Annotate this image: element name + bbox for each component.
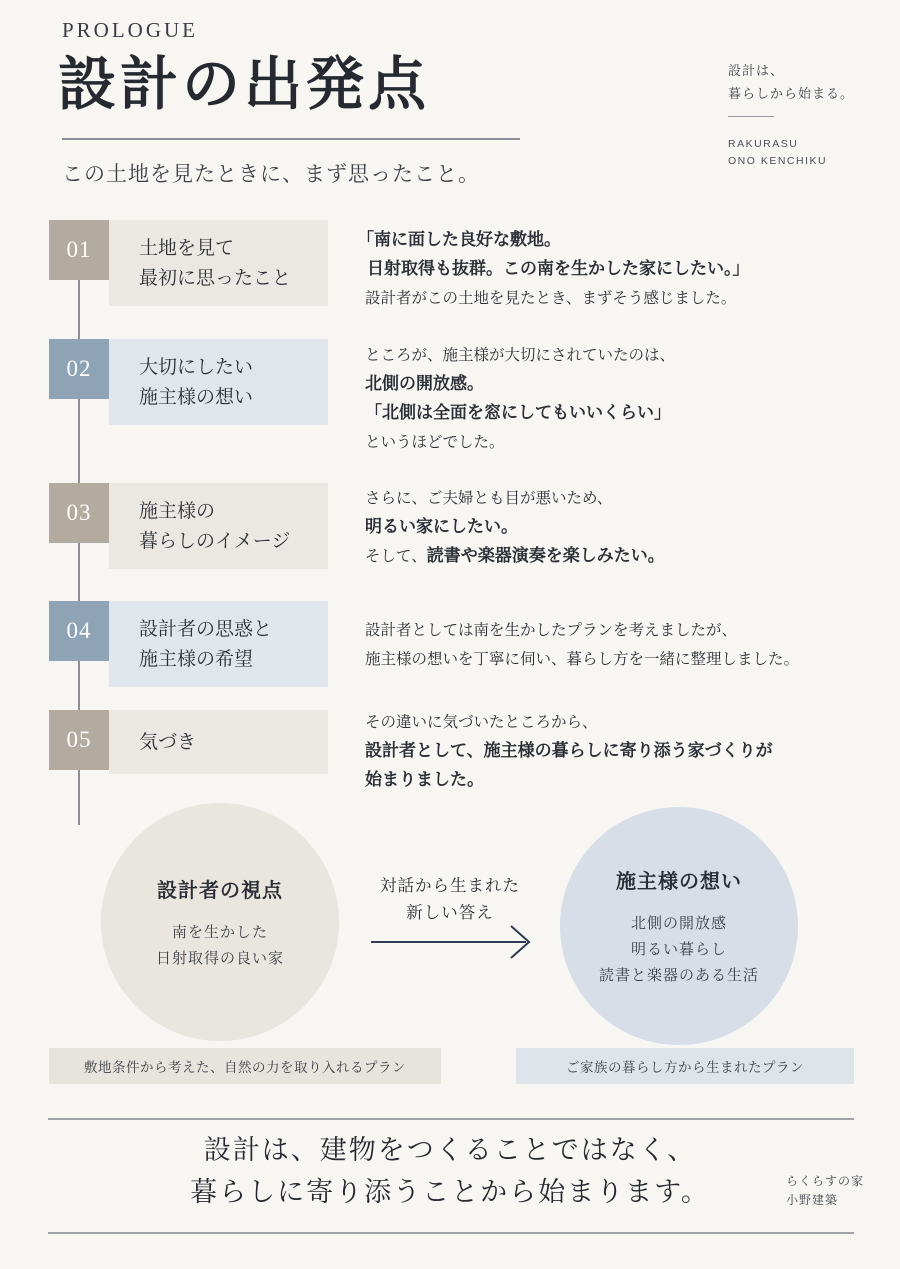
- circle-title: 設計者の視点: [157, 877, 283, 902]
- step-label-line: 気づき: [139, 731, 197, 753]
- closing-bottom-divider: [48, 1232, 854, 1234]
- desc-line: 設計者としては南を生かしたプランを考えましたが、: [365, 621, 738, 639]
- circle-line: 日射取得の良い家: [155, 948, 284, 967]
- desc-line: その違いに気づいたところから、: [365, 713, 598, 731]
- step-label-line: 施主様の: [139, 500, 216, 522]
- circle-line: 北側の開放感: [630, 913, 727, 932]
- step-description: [365, 616, 799, 674]
- step-description: [365, 708, 773, 795]
- step-label: [109, 483, 328, 569]
- arrow-label: [362, 872, 538, 926]
- page-subtitle: この土地を見たときに、まず思ったこと。: [62, 162, 480, 186]
- step-label-line: 設計者の思惑と: [139, 618, 273, 640]
- circle-title: 施主様の想い: [616, 868, 742, 893]
- desc-line: 「南に面した良好な敷地。: [357, 230, 561, 250]
- desc-line: 設計者として、施主様の暮らしに寄り添う家づくりが: [365, 741, 773, 761]
- desc-text: そして、: [365, 547, 427, 565]
- closing-line: 暮らしに寄り添うことから始まります。: [190, 1177, 710, 1208]
- step-number: 03: [49, 483, 109, 543]
- step-description: [357, 226, 750, 313]
- step-description: [365, 484, 665, 571]
- motto: [728, 60, 854, 106]
- prologue-label: PROLOGUE: [62, 18, 199, 42]
- arrow-label-line: 対話から生まれた: [380, 876, 520, 895]
- step-label: [109, 601, 328, 687]
- circle-line: 明るい暮らし: [630, 939, 727, 958]
- signature: [786, 1172, 864, 1210]
- page-title: 設計の出発点: [58, 50, 431, 118]
- client-plan-bar: ご家族の暮らし方から生まれたプラン: [516, 1048, 854, 1084]
- step-label: [109, 710, 328, 774]
- closing-top-divider: [48, 1118, 854, 1120]
- arrow-right-icon: [368, 920, 538, 966]
- step-label-line: 最初に思ったこと: [139, 267, 292, 289]
- brand-line: RAKURASU: [728, 138, 799, 150]
- client-wish-circle: [560, 807, 798, 1045]
- desc-line: というほどでした。: [365, 433, 505, 451]
- step-label-line: 施主様の希望: [139, 648, 254, 670]
- step-number: 02: [49, 339, 109, 399]
- designer-plan-bar: 敷地条件から考えた、自然の力を取り入れるプラン: [49, 1048, 441, 1084]
- closing-line: 設計は、建物をつくることではなく、: [203, 1135, 697, 1166]
- brand-name: [728, 136, 827, 170]
- desc-line: 北側の開放感。: [365, 374, 484, 394]
- motto-line: 設計は、: [728, 64, 785, 79]
- desc-line: 日射取得も抜群。この南を生かした家にしたい。」: [367, 259, 750, 279]
- step-number: 05: [49, 710, 109, 770]
- desc-line: 始まりました。: [365, 770, 484, 790]
- desc-line: 設計者がこの土地を見たとき、まずそう感じました。: [365, 289, 737, 307]
- circle-line: 南を生かした: [171, 922, 268, 941]
- motto-line: 暮らしから始まる。: [728, 87, 855, 102]
- brand-line: ONO KENCHIKU: [728, 155, 828, 167]
- desc-line: ところが、施主様が大切にされていたのは、: [365, 346, 676, 364]
- closing-message: [130, 1130, 770, 1214]
- signature-line: 小野建築: [786, 1193, 839, 1207]
- desc-text: 読書や楽器演奏を楽しみたい。: [426, 546, 665, 566]
- step-label-line: 施主様の想い: [139, 386, 254, 408]
- desc-line: 明るい家にしたい。: [365, 517, 518, 537]
- desc-line: 施主様の想いを丁寧に伺い、暮らし方を一緒に整理しました。: [365, 650, 800, 668]
- desc-line: [365, 542, 665, 571]
- arrow-label-line: 新しい答え: [406, 903, 494, 922]
- step-label: [109, 339, 328, 425]
- step-label-line: 暮らしのイメージ: [139, 530, 291, 552]
- step-description: [365, 341, 675, 457]
- step-number: 01: [49, 220, 109, 280]
- designer-view-circle: [101, 803, 339, 1041]
- step-label: [109, 220, 328, 306]
- signature-line: らくらすの家: [786, 1174, 865, 1188]
- step-label-line: 大切にしたい: [139, 356, 254, 378]
- desc-line: 「北側は全面を窓にしてもいいくらい」: [365, 403, 671, 423]
- step-label-line: 土地を見て: [139, 237, 235, 259]
- circle-line: 読書と楽器のある生活: [598, 965, 759, 984]
- motto-divider: [728, 116, 774, 117]
- desc-line: さらに、ご夫婦とも目が悪いため、: [365, 489, 613, 507]
- step-number: 04: [49, 601, 109, 661]
- title-divider: [62, 138, 520, 140]
